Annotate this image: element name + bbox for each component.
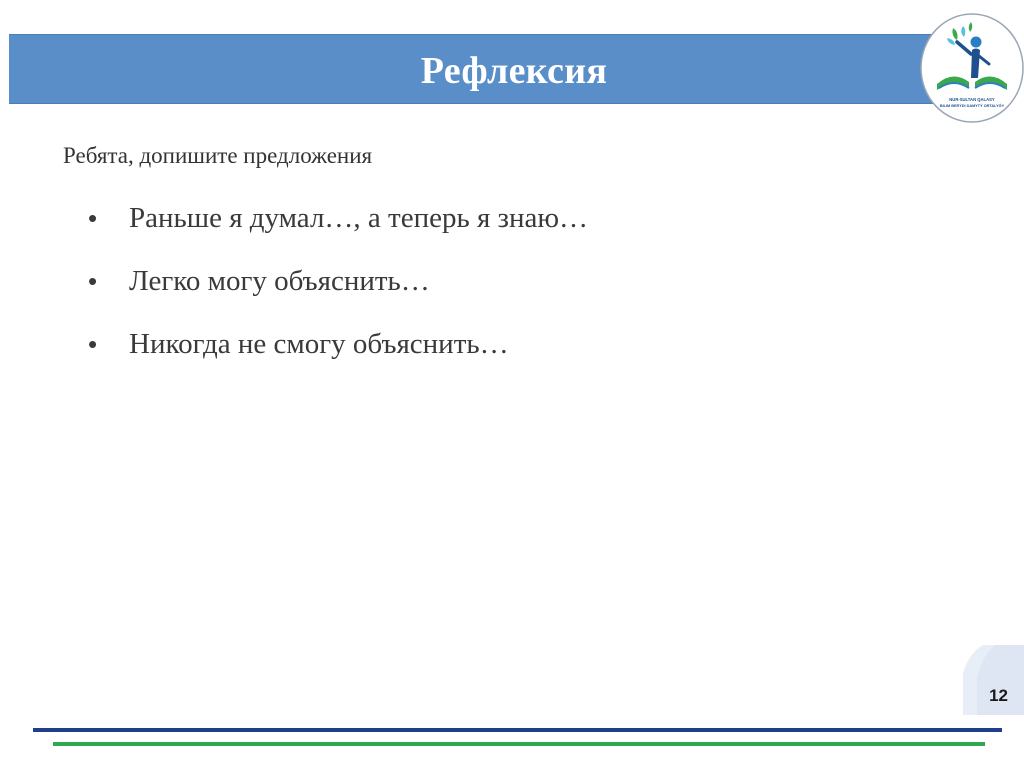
footer-line-green	[53, 742, 985, 746]
bullet-item	[88, 259, 588, 322]
bullet-text: Никогда не смогу объяснить…	[129, 328, 509, 360]
bullet-text: Раньше я думал…, а теперь я знаю…	[129, 202, 589, 234]
bullet-glyph: •	[88, 329, 98, 359]
bullet-list	[88, 196, 588, 385]
bullet-text: Легко могу объяснить…	[129, 265, 430, 297]
logo-text-line2: BILIM BERÝDI DAMYTÝ ORTALYǴY	[939, 104, 1005, 108]
bullet-glyph: •	[88, 203, 98, 233]
intro-text: Ребята, допишите предложения	[63, 143, 373, 168]
bullet-glyph: •	[88, 266, 98, 296]
footer-line-blue	[33, 728, 1002, 732]
title-bar	[9, 34, 994, 104]
page-number: 12	[989, 686, 1008, 705]
slide-title: Рефлексия	[420, 50, 608, 92]
bullet-item	[88, 196, 588, 259]
organization-logo	[919, 12, 1024, 125]
bullet-item	[88, 322, 588, 385]
logo-text-line1: NUR-SULTAN QALASY	[949, 97, 995, 102]
